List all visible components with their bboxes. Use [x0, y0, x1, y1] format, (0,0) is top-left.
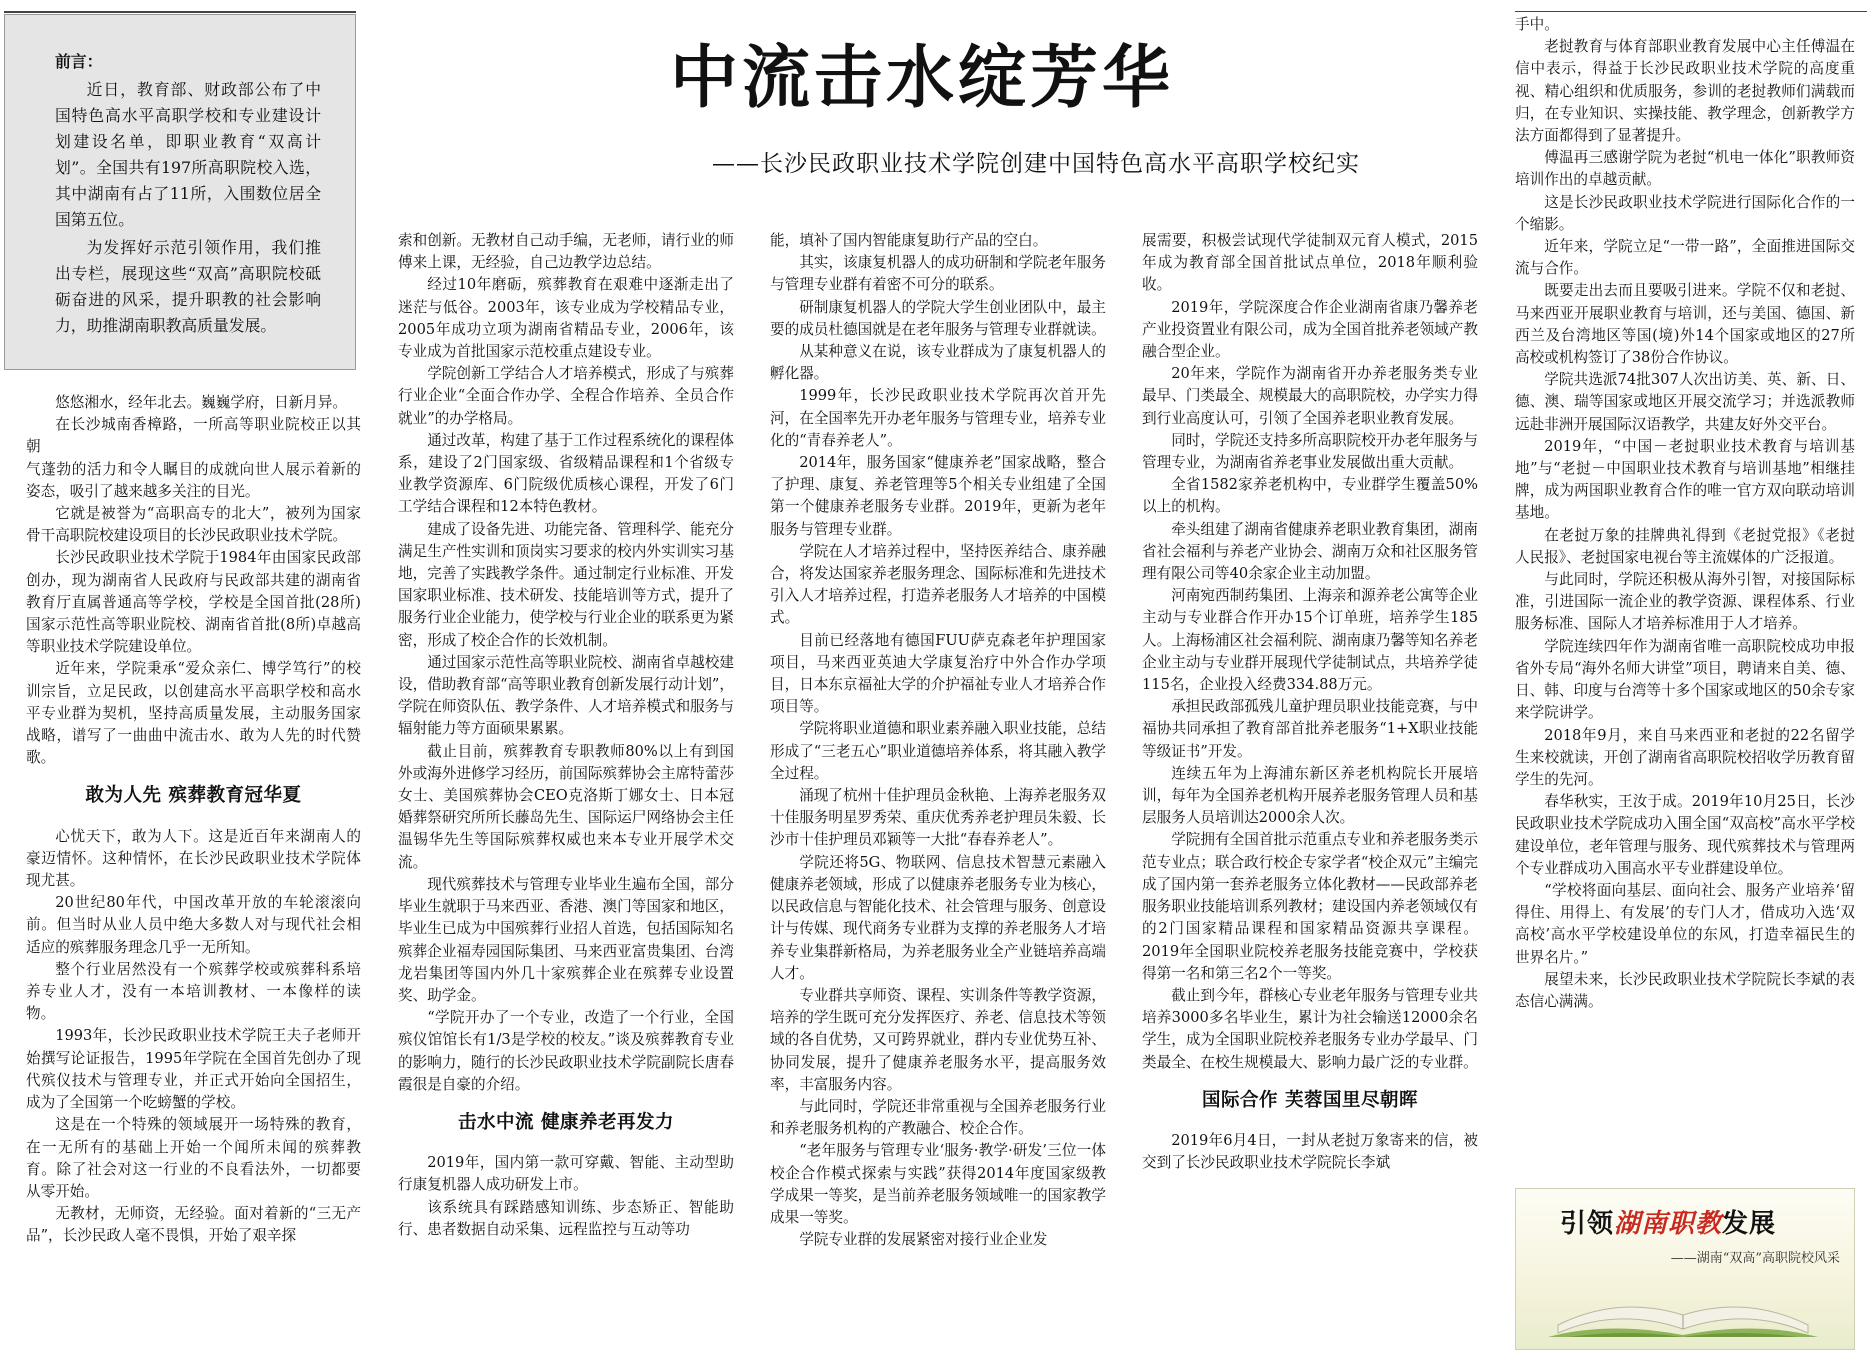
- paragraph: 老挝教育与体育部职业教育发展中心主任傅温在信中表示，得益于长沙民政职业技术学院的高度重视、精心组织和优质服务，参训的老挝教师们满载而归，在专业知识、实操技能、教学理念，创新教学方法方面都得到了显著提升。: [1515, 38, 1855, 145]
- paragraph: “老年服务与管理专业‘服务·教学·研发’三位一体校企合作模式探索与实践”获得2014年度国家级教学成果一等奖，是当前养老服务领域唯一的国家教学成果一等奖。: [770, 1142, 1106, 1226]
- paragraph: 2019年，“中国－老挝职业技术教育与培训基地”与“老挝－中国职业技术教育与培训基地”相继挂牌，成为两国职业教育合作的唯一官方双向联动培训基地。: [1515, 437, 1855, 522]
- paragraph: 牵头组建了湖南省健康养老职业教育集团，湖南省社会福利与养老产业协会、湖南万众和社区服务管理有限公司等40余家企业主动加盟。: [1142, 520, 1478, 583]
- banner-title-part: 引领: [1560, 1209, 1615, 1239]
- column-3: [770, 230, 1106, 1354]
- paragraph: 学院共选派74批307人次出访美、英、新、日、德、澳、瑞等国家或地区开展交流学习；并选派教师远赴非洲开展国际汉语教学，共建友好外交平台。: [1515, 371, 1855, 433]
- paragraph: 近年来，学院立足“一带一路”，全面推进国际交流与合作。: [1515, 238, 1855, 278]
- paragraph: 截止到今年，群核心专业老年服务与管理专业共培养3000多名毕业生，累计为社会输送12000余名学生，成为全国职业院校养老服务专业办学最早、门类最全、在校生规模最大、影响力最广泛的专业群。: [1142, 986, 1478, 1071]
- paragraph: 手中。: [1515, 16, 1559, 33]
- paragraph: 心忧天下，敢为人下。这是近百年来湖南人的豪迈情怀。这种情怀，在长沙民政职业技术学院体现尤甚。: [26, 827, 361, 890]
- paragraph: 春华秋实，王汝于成。2019年10月25日，长沙民政职业技术学院成功入围全国“双高校”高水平学校建设单位，老年管理与服务、现代殡葬技术与管理两个专业群成功入围高水平专业群建设单位。: [1515, 793, 1855, 877]
- preface-paragraph: 为发挥好示范引领作用，我们推出专栏，展现这些“双高”高职院校砥砺奋进的风采，提升职教的社会影响力，助推湖南职教高质量发展。: [55, 238, 321, 335]
- paragraph: 展望未来，长沙民政职业技术学院院长李斌的表态信心满满。: [1515, 970, 1855, 1010]
- paragraph: 学院创新工学结合人才培养模式，形成了与殡葬行业企业“全面合作办学、全程合作培养、全员合作就业”的办学格局。: [398, 365, 734, 427]
- paragraph: “学院开办了一个专业，改造了一个行业，全国殡仪馆馆长有1/3是学校的校友。”谈及殡葬教育专业的影响力，随行的长沙民政职业技术学院副院长唐春霞很是自豪的介绍。: [398, 1009, 734, 1093]
- banner-title-highlight: 湖南职教: [1614, 1209, 1723, 1239]
- paragraph: 整个行业居然没有一个殡葬学校或殡葬科系培养专业人才，没有一本培训教材、一本像样的读物。: [26, 960, 361, 1023]
- paragraph: 与此同时，学院还非常重视与全国养老服务行业和养老服务机构的产教融合、校企合作。: [770, 1097, 1106, 1138]
- paragraph: 2019年6月4日，一封从老挝万象寄来的信，被交到了长沙民政职业技术学院院长李斌: [1142, 1131, 1478, 1172]
- paragraph: 涌现了杭州十佳护理员金秋艳、上海养老服务双十佳服务明星罗秀荣、重庆优秀养老护理员朱毅、长沙市十佳护理员邓颖等一大批“春春养老人”。: [770, 787, 1106, 849]
- paragraph: 学院拥有全国首批示范重点专业和养老服务类示范专业点；联合政行校企专家学者“校企双元”主编完成了国内第一套养老服务立体化教材——民政部养老服务职业技能培训系列教材；建设国内养老领域仅有的2门国家精品课程和国家精品资源共享课程。2019年全国职业院校养老服务技能竞赛中，学校获得第一名和第三名2个一等奖。: [1142, 831, 1478, 982]
- paragraph: 近年来，学院秉承“爱众亲仁、博学笃行”的校训宗旨，立足民政，以创建高水平高职学校和高水平专业群为契机，坚持高质量发展，主动服务国家战略，谱写了一曲曲中流击水、敢为人先的时代赞歌。: [26, 660, 361, 767]
- paragraph: 2014年，服务国家“健康养老”国家战略，整合了护理、康复、养老管理等5个相关专业组建了全国第一个健康养老服务专业群。2019年，更新为老年服务与管理专业群。: [770, 454, 1106, 538]
- paragraph: 1999年，长沙民政职业技术学院再次首开先河，在全国率先开办老年服务与管理专业，培养专业化的“青春养老人”。: [770, 387, 1106, 449]
- banner-subtitle: ——湖南“双高”高职院校风采: [1670, 1251, 1840, 1266]
- paragraph: 傅温再三感谢学院为老挝“机电一体化”职教师资培训作出的卓越贡献。: [1515, 149, 1855, 189]
- headline: 中流击水绽芳华: [669, 39, 1174, 118]
- paragraph: 在老挝万象的挂牌典礼得到《老挝党报》《老挝人民报》、老挝国家电视台等主流媒体的广泛报道。: [1515, 526, 1855, 566]
- paragraph: 学院在人才培养过程中，坚持医养结合、康养融合，将发达国家养老服务理念、国际标准和先进技术引入人才培养过程，打造养老服务人才培养的中国模式。: [770, 542, 1106, 627]
- paragraph: 能，填补了国内智能康复助行产品的空白。: [770, 232, 1048, 249]
- paragraph: 无教材，无师资，无经验。面对着新的“三无产品”，长沙民政人毫不畏惧，开始了艰辛探: [26, 1205, 361, 1245]
- column-1: [26, 392, 361, 1354]
- paragraph: 悠悠湘水，经年北去。巍巍学府，日新月异。: [55, 394, 348, 411]
- paragraph: 连续五年为上海浦东新区养老机构院长开展培训，每年为全国养老机构开展养老服务管理人员和基层服务人员培训达2000余人次。: [1142, 764, 1478, 827]
- paragraph: 20世纪80年代，中国改革开放的车轮滚滚向前。但当时从业人员中绝大多数人对与现代社会相适应的殡葬服务理念几乎一无所知。: [26, 894, 361, 956]
- paragraph: 从某种意义在说，该专业群成为了康复机器人的孵化器。: [770, 343, 1106, 383]
- paragraph: 截止目前，殡葬教育专职教师80%以上有到国外或海外进修学习经历，前国际殡葬协会主席特蕾莎女士、美国殡葬协会CEO克洛斯丁娜女士、日本冠婚葬祭研究所所长藤岛先生、国际运尸网络协会主任温锡华先生等国际殡葬权威也来本专业开展学术交流。: [398, 742, 734, 871]
- paragraph: 与此同时，学院还积极从海外引智，对接国际标准，引进国际一流企业的教学资源、课程体系、行业服务标准、国际人才培养标准用于人才培养。: [1515, 571, 1855, 633]
- paragraph: 这是长沙民政职业技术学院进行国际化合作的一个缩影。: [1515, 193, 1855, 233]
- paragraph: 展需要，积极尝试现代学徒制双元育人模式，2015年成为教育部全国首批试点单位，2018年顺利验收。: [1142, 232, 1478, 294]
- paragraph: 研制康复机器人的学院大学生创业团队中，最主要的成员杜德国就是在老年服务与管理专业群就读。: [770, 298, 1106, 338]
- paragraph: “学校将面向基层、面向社会、服务产业培养‘留得住、用得上、有发展’的专门人才，借成功入选‘双高校’高水平学校建设单位的东风，打造幸福民生的世界名片。”: [1515, 881, 1855, 966]
- paragraph: 学院专业群的发展紧密对接行业企业发: [799, 1231, 1048, 1249]
- paragraph: 学院连续四年作为湖南省唯一高职院校成功申报省外专局“海外名师大讲堂”项目，聘请来自美、德、日、韩、印度与台湾等十多个国家或地区的50余专家来学院讲学。: [1515, 637, 1855, 722]
- paragraph: 专业群共享师资、课程、实训条件等教学资源，培养的学生既可充分发挥医疗、养老、信息技术等领域的各自优势，又可跨界就业，群内专业优势互补、协同发展，提升了健康养老服务水平，提高服务效率，丰富服务内容。: [770, 986, 1106, 1093]
- top-rule-right: [1515, 11, 1867, 12]
- paragraph: 2019年，学院深度合作企业湖南省康乃馨养老产业投资置业有限公司，成为全国首批养老领域产教融合型企业。: [1142, 298, 1478, 361]
- paragraph: 同时，学院还支持多所高职院校开办老年服务与管理专业，为湖南省养老事业发展做出重大贡献。: [1142, 431, 1478, 472]
- paragraph: 目前已经落地有德国FUU萨克森老年护理国家项目，马来西亚英迪大学康复治疗中外合作办学项目，日本东京福祉大学的介护福祉专业人才培养合作项目等。: [770, 631, 1106, 716]
- column-5: [1515, 14, 1855, 1174]
- paragraph: 长沙民政职业技术学院于1984年由国家民政部创办，现为湖南省人民政府与民政部共建的湖南省教育厅直属普通高等学校，学校是全国首批(28所)国家示范性高等职业院校、湖南省首批(8所)卓越高等职业技术学院建设单位。: [26, 549, 361, 656]
- banner-title-part: 发展: [1722, 1209, 1777, 1239]
- section-heading: 敢为人先 殡葬教育冠华夏: [85, 785, 302, 807]
- paragraph: 建成了设备先进、功能完备、管理科学、能充分满足生产性实训和顶岗实习要求的校内外实训实习基地，完善了实践教学条件。通过制定行业标准、开发国家职业标准、技术研发、技能培训等方式，提升了服务行业企业能力，使学校与行业企业的联系更为紧密，形成了校企合作的长效机制。: [398, 520, 734, 649]
- banner-title: [1560, 1203, 1776, 1240]
- paragraph: 1993年，长沙民政职业技术学院王夫子老师开始撰写论证报告，1995年学院在全国首先创办了现代殡仪技术与管理专业，并正式开始向全国招生，成为了全国第一个吃螃蟹的学校。: [26, 1027, 361, 1112]
- paragraph: 学院还将5G、物联网、信息技术智慧元素融入健康养老领域，形成了以健康养老服务专业为核心，以民政信息与智能化技术、社会管理与服务、创意设计与传媒、现代商务专业群为支撑的养老服务人才培养专业集群新格局，为养老服务业全产业链培养高端人才。: [770, 853, 1106, 982]
- paragraph: 经过10年磨砺，殡葬教育在艰难中逐渐走出了迷茫与低谷。2003年，该专业成为学校精品专业，2005年成功立项为湖南省精品专业，2006年，该专业成为首批国家示范校重点建设专业。: [398, 276, 734, 361]
- section-heading: 击水中流 健康养老再发力: [458, 1111, 674, 1133]
- paragraph: 全省1582家养老机构中，专业群学生覆盖50%以上的机构。: [1142, 476, 1478, 516]
- preface-box: [4, 14, 356, 370]
- paragraph: 20年来，学院作为湖南省开办养老服务类专业最早、门类最全、规模最大的高职院校，办学实力得到行业高度认可，引领了全国养老职业教育发展。: [1142, 365, 1478, 427]
- preface-paragraph: 近日，教育部、财政部公布了中国特色高水平高职学校和专业建设计划建设名单，即职业教育“双高计划”。全国共有197所高职院校入选，其中湖南有占了11所，入围数位居全国第五位。: [55, 80, 321, 229]
- paragraph: 既要走出去而且要吸引进来。学院不仅和老挝、马来西亚开展职业教育与培训，还与美国、德国、新西兰及台湾地区等国(境)外14个国家或地区的27所高校或机构签订了38份合作协议。: [1515, 282, 1855, 367]
- column-4: [1142, 230, 1478, 1354]
- open-book-icon: [1548, 1285, 1818, 1337]
- subheadline: ——长沙民政职业技术学院创建中国特色高水平高职学校纪实: [712, 151, 1360, 177]
- section-heading: 国际合作 芙蓉国里尽朝晖: [1202, 1089, 1418, 1111]
- paragraph: 气蓬勃的活力和令人瞩目的成就向世人展示着新的姿态，吸引了越来越多关注的目光。: [26, 460, 361, 500]
- paragraph: 学院将职业道德和职业素养融入职业技能，总结形成了“三老五心”职业道德培养体系，将其融入教学全过程。: [770, 720, 1106, 782]
- column-banner: [1515, 1188, 1855, 1350]
- paragraph: 通过改革，构建了基于工作过程系统化的课程体系，建设了2门国家级、省级精品课程和1个省级专业教学资源库、6门院级优质核心课程，开发了6门工学结合课程和12本特色教材。: [398, 431, 734, 516]
- paragraph: 在长沙城南香樟路，一所高等职业院校正以其朝: [26, 416, 361, 456]
- paragraph: 该系统具有踩踏感知训练、步态矫正、智能助行、患者数据自动采集、远程监控与互动等功: [398, 1198, 734, 1238]
- paragraph: 现代殡葬技术与管理专业毕业生遍布全国，部分毕业生就职于马来西亚、香港、澳门等国家和地区，毕业生已成为中国殡葬行业招人首选，包括国际知名殡葬企业福寿园国际集团、马来西亚富贵集团、台湾龙岩集团等国内外几十家殡葬企业在殡葬专业设置奖、助学金。: [398, 875, 734, 1004]
- paragraph: 2018年9月，来自马来西亚和老挝的22名留学生来校就读，开创了湖南省高职院校招收学历教育留学生的先河。: [1515, 726, 1855, 788]
- top-rule-left: [4, 11, 356, 13]
- paragraph: 2019年，国内第一款可穿戴、智能、主动型助行康复机器人成功研发上市。: [398, 1154, 734, 1194]
- paragraph: 这是在一个特殊的领域展开一场特殊的教育，在一无所有的基础上开始一个闻所未闻的殡葬教育。除了社会对这一行业的不良看法外，一切都要从零开始。: [26, 1116, 361, 1200]
- column-2: [398, 230, 734, 1354]
- paragraph: 其实，该康复机器人的成功研制和学院老年服务与管理专业群有着密不可分的联系。: [770, 254, 1106, 294]
- paragraph: 河南宛西制药集团、上海亲和源养老公寓等企业主动与专业群合作开办15个订单班，培养学生185人。上海杨浦区社会福利院、湖南康乃馨等知名养老企业主动与专业群开展现代学徒制试点，共培养学徒115名，企业投入经费334.88万元。: [1142, 587, 1478, 694]
- paragraph: 索和创新。无教材自己动手编，无老师，请行业的师傅来上课，无经验，自己边教学边总结。: [398, 232, 734, 272]
- paragraph: 承担民政部孤残儿童护理员职业技能竞赛，与中福协共同承担了教育部首批养老服务“1+X职业技能等级证书”开发。: [1142, 698, 1478, 760]
- paragraph: 它就是被誉为“高职高专的北大”，被列为国家骨干高职院校建设项目的长沙民政职业技术学院。: [26, 505, 361, 545]
- paragraph: 通过国家示范性高等职业院校、湖南省卓越校建设，借助教育部“高等职业教育创新发展行动计划”，学院在师资队伍、教学条件、人才培养模式和服务与辐射能力等方面硕果累累。: [398, 653, 734, 738]
- preface-title: 前言：: [55, 52, 103, 71]
